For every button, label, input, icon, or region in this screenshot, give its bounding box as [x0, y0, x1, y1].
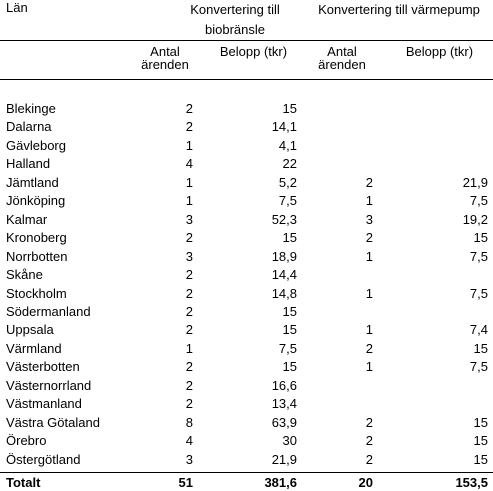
cell-bio-belopp: 7,5: [278, 341, 297, 356]
cell-bio-antal: 3: [185, 452, 193, 467]
cell-bio-antal: 2: [185, 119, 193, 134]
cell-bio-antal: 2: [185, 378, 193, 393]
cell-lan: Blekinge: [6, 101, 56, 116]
header-group-heat: Konvertering till värmepump: [318, 2, 480, 17]
total-heat-antal: 20: [358, 475, 373, 490]
total-bio-antal: 51: [178, 475, 193, 490]
cell-heat-antal: 1: [365, 322, 373, 337]
cell-heat-antal: 2: [365, 341, 373, 356]
cell-bio-antal: 1: [185, 341, 193, 356]
header-heat-antal-line2: ärenden: [318, 57, 366, 72]
cell-bio-antal: 2: [185, 396, 193, 411]
total-label: Totalt: [6, 475, 41, 490]
cell-bio-belopp: 13,4: [271, 396, 297, 411]
header-bio-antal-line2: ärenden: [141, 57, 189, 72]
cell-bio-belopp: 7,5: [278, 193, 297, 208]
cell-lan: Jönköping: [6, 193, 66, 208]
total-heat-belopp: 153,5: [455, 475, 488, 490]
cell-bio-belopp: 21,9: [271, 452, 297, 467]
cell-bio-antal: 4: [185, 433, 193, 448]
cell-bio-belopp: 15: [282, 322, 297, 337]
total-bio-belopp: 381,6: [264, 475, 297, 490]
cell-heat-antal: 1: [365, 286, 373, 301]
cell-bio-belopp: 22: [282, 156, 297, 171]
cell-bio-belopp: 15: [282, 230, 297, 245]
cell-heat-antal: 1: [365, 359, 373, 374]
cell-lan: Västra Götaland: [6, 415, 100, 430]
header-heat-belopp: Belopp (tkr): [405, 44, 474, 59]
cell-bio-belopp: 14,8: [271, 286, 297, 301]
cell-lan: Södermanland: [6, 304, 91, 319]
cell-heat-belopp: 15: [473, 341, 488, 356]
cell-bio-belopp: 15: [282, 359, 297, 374]
cell-heat-belopp: 15: [473, 452, 488, 467]
cell-bio-belopp: 63,9: [271, 415, 297, 430]
cell-lan: Jämtland: [6, 175, 59, 190]
cell-lan: Norrbotten: [6, 249, 68, 264]
cell-bio-antal: 1: [185, 193, 193, 208]
cell-heat-belopp: 15: [473, 433, 488, 448]
cell-heat-belopp: 7,5: [469, 249, 488, 264]
cell-bio-belopp: 14,1: [271, 119, 297, 134]
cell-lan: Örebro: [6, 433, 47, 448]
cell-heat-belopp: 7,5: [469, 359, 488, 374]
cell-bio-antal: 4: [185, 156, 193, 171]
cell-lan: Kronoberg: [6, 230, 67, 245]
cell-lan: Gävleborg: [6, 138, 66, 153]
cell-heat-antal: 2: [365, 415, 373, 430]
cell-bio-antal: 2: [185, 101, 193, 116]
cell-bio-belopp: 15: [282, 304, 297, 319]
cell-bio-belopp: 14,4: [271, 267, 297, 282]
total-rule: [0, 472, 493, 473]
cell-bio-antal: 2: [185, 267, 193, 282]
cell-bio-belopp: 4,1: [278, 138, 297, 153]
cell-bio-antal: 2: [185, 359, 193, 374]
cell-bio-antal: 2: [185, 322, 193, 337]
header-bio-belopp: Belopp (tkr): [219, 44, 288, 59]
cell-lan: Värmland: [6, 341, 62, 356]
cell-lan: Västernorrland: [6, 378, 92, 393]
cell-lan: Västerbotten: [6, 359, 80, 374]
cell-heat-belopp: 15: [473, 230, 488, 245]
cell-bio-belopp: 15: [282, 101, 297, 116]
cell-bio-antal: 1: [185, 175, 193, 190]
cell-heat-belopp: 15: [473, 415, 488, 430]
cell-lan: Uppsala: [6, 322, 54, 337]
cell-bio-antal: 3: [185, 249, 193, 264]
cell-lan: Västmanland: [6, 396, 82, 411]
cell-heat-belopp: 7,5: [469, 286, 488, 301]
cell-heat-antal: 2: [365, 230, 373, 245]
header-bio-antal-line1: Antal: [150, 44, 180, 59]
cell-bio-antal: 2: [185, 304, 193, 319]
cell-bio-belopp: 16,6: [271, 378, 297, 393]
cell-heat-antal: 3: [365, 212, 373, 227]
cell-bio-belopp: 52,3: [271, 212, 297, 227]
cell-heat-belopp: 7,4: [469, 322, 488, 337]
cell-bio-antal: 2: [185, 230, 193, 245]
cell-heat-belopp: 7,5: [469, 193, 488, 208]
cell-bio-belopp: 30: [282, 433, 297, 448]
cell-heat-antal: 1: [365, 249, 373, 264]
cell-lan: Kalmar: [6, 212, 48, 227]
cell-bio-antal: 8: [185, 415, 193, 430]
cell-bio-belopp: 5,2: [278, 175, 297, 190]
cell-lan: Stockholm: [6, 286, 67, 301]
cell-bio-belopp: 18,9: [271, 249, 297, 264]
cell-lan: Skåne: [6, 267, 43, 282]
header-heat-antal-line1: Antal: [327, 44, 357, 59]
header-group-bio-line2: biobränsle: [205, 22, 265, 37]
cell-heat-antal: 1: [365, 193, 373, 208]
cell-heat-antal: 2: [365, 433, 373, 448]
cell-lan: Halland: [6, 156, 51, 171]
header-group-bio-line1: Konvertering till: [190, 2, 280, 17]
header-lan: Län: [6, 0, 28, 15]
cell-lan: Östergötland: [6, 452, 81, 467]
cell-lan: Dalarna: [6, 119, 52, 134]
cell-bio-antal: 1: [185, 138, 193, 153]
cell-heat-antal: 2: [365, 452, 373, 467]
cell-bio-antal: 2: [185, 286, 193, 301]
cell-heat-antal: 2: [365, 175, 373, 190]
cell-heat-belopp: 21,9: [462, 175, 488, 190]
cell-heat-belopp: 19,2: [462, 212, 488, 227]
cell-bio-antal: 3: [185, 212, 193, 227]
